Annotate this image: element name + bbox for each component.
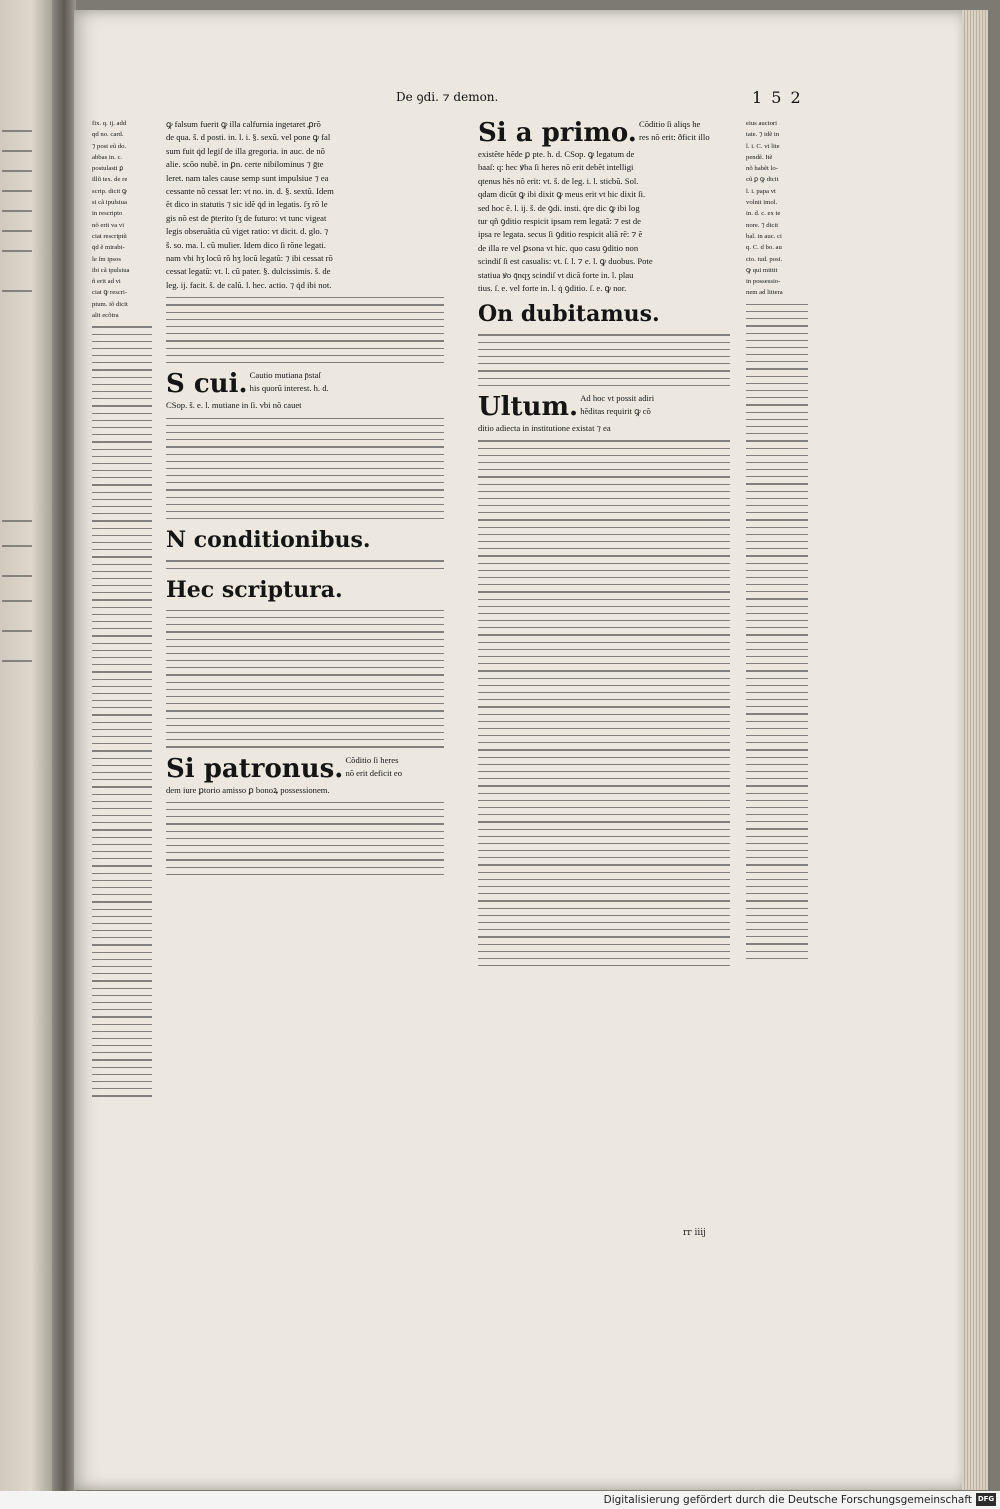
main-column-left <box>166 118 444 881</box>
text-line: Cõditio ſi aliqs he <box>638 119 701 129</box>
rubric-heading: S cui. <box>166 369 248 400</box>
rubric-block-hec-scriptura <box>166 575 444 605</box>
gloss-line: q̇d ẽ mirabi- <box>92 244 125 252</box>
running-title: De ꝯdi. ⁊ demon. <box>396 90 499 104</box>
text-line: tur qñ ꝯditio respicit ipsam rem legatã: ⁊ est de <box>478 216 641 227</box>
text-line: dem iure ꝑtorio amisso ꝑ bonoꝝ possessionem. <box>166 784 330 795</box>
gloss-line: ibi cã ipulsiua <box>92 266 130 274</box>
gloss-line: cto. iud. posi. <box>746 255 783 263</box>
text-line: qdam dicũt ꝙ ibi dixit ꝙ meus erit vt hic dixit ſi. <box>478 189 646 200</box>
gloss-line: postulasti ꝑ <box>92 165 124 173</box>
gloss-line: bal. in auc. ci <box>746 232 782 240</box>
text-line: gis nõ est de p̄terito ſʒ de futuro: vt tunc vigeat <box>166 212 327 223</box>
gloss-line: scrip. dicit ꝙ <box>92 187 127 195</box>
gloss-line: ꝙ qui mittit <box>746 266 778 274</box>
folio-number: 1 5 2 <box>752 88 803 107</box>
gloss-line: nore. ⁊ dicit <box>746 221 779 229</box>
text-line: š. so. ma. l. cũ mulier. Idem dico ſi rõne legati. <box>166 239 326 250</box>
rubric-side-text <box>639 118 710 144</box>
gloss-line: in rescripto <box>92 210 123 218</box>
gloss-line: ñ erit ad vi <box>92 278 121 286</box>
text-line: de qua. š. d posti. in. l. i. §. sexũ. vel pone ꝙ fal <box>166 132 331 143</box>
previous-page-edge <box>0 0 52 1509</box>
gloss-line: ptum. iõ dicit <box>92 300 128 308</box>
rubric-heading: Si a primo. <box>478 118 637 148</box>
gloss-line: nõ habẽt lo- <box>746 165 778 173</box>
text-line: legis obseruãtia cũ viget ratio: vt dicit. d. glo. ⁊ <box>166 226 329 237</box>
rubric-block-in-conditionibus <box>166 525 444 555</box>
rubric-block-s-cui <box>166 369 444 399</box>
text-line: existẽte hẽde ꝑ pte. h. d. CSop. ꝙ legatum de <box>478 149 635 159</box>
rubric-heading: Ultum. <box>478 391 579 422</box>
text-line: sum fuit q̇d legiſ de illa gregoria. in auc. de nõ <box>166 145 325 156</box>
rubric-block-si-a-primo <box>478 118 730 148</box>
gloss-line: le ſm ipsos <box>92 255 121 263</box>
text-line: CSop. š. e. l. mutiane in ſi. vbi nõ cauet <box>166 400 302 411</box>
text-line: Cõditio ſi heres <box>345 754 399 765</box>
gloss-line: alit ecõtra <box>92 312 119 320</box>
gloss-line: l. i. papa vt <box>746 187 776 195</box>
rubric-side-text <box>345 754 402 780</box>
main-column-right <box>478 118 730 972</box>
text-line: ipsa re legata. secus ſi ꝯditio respicit aliã rẽ: ⁊ ẽ <box>478 229 643 240</box>
signature-mark: rr iiij <box>683 1228 706 1238</box>
footer-bar <box>0 1491 1000 1509</box>
gloss-line: fix. q. ij. add <box>92 120 127 127</box>
text-line: alie. scõo nubẽ. in ꝑn. certe nibilominus ⁊ ḡte <box>166 159 324 170</box>
gloss-line: ⁊ post eũ do. <box>92 142 127 150</box>
text-line: ꝙ falsum fuerit ꝙ illa calfurnia ingetaret ꝓrõ <box>166 119 321 129</box>
rubric-side-text <box>250 369 329 395</box>
rubric-heading: N conditionibus. <box>166 527 371 554</box>
gloss-line: in. d. c. ex te <box>746 210 781 218</box>
right-marginal-gloss <box>746 118 808 965</box>
gloss-line: q. C. d bo. au <box>746 244 782 252</box>
rubric-heading: Si patronus. <box>166 753 344 784</box>
text-line: his quorũ interest. h. d. <box>249 383 329 394</box>
text-line: sed hoc ẽ. l. ij. š. de ꝯdi. insti. q̇re dic ꝙ ibi log <box>478 202 640 213</box>
gloss-line: abbas in. c. <box>92 153 123 161</box>
gloss-line: in possessio- <box>746 278 781 286</box>
rubric-block-si-patronus <box>166 754 444 784</box>
text-line: cessat legatũ: vt. l. cũ pater. §. dulcissimis. š. de <box>166 266 331 277</box>
gloss-line: volnit imol. <box>746 199 778 207</box>
gloss-line: qd no. card. <box>92 131 124 139</box>
gloss-line: eius auctori <box>746 120 778 127</box>
text-line: de illa re vel ꝑsona vt hic. quo casu ꝯditio non <box>478 242 639 253</box>
gloss-line: si cã ipulsiua <box>92 199 127 207</box>
rubric-block-non-dubitamus <box>478 299 730 329</box>
rubric-side-text <box>580 392 654 418</box>
gloss-line: tate. ⁊ idẽ in <box>746 131 780 139</box>
gloss-line: illũ tex. de re <box>92 176 128 184</box>
rubric-block-ultum <box>478 392 730 422</box>
text-line: Cautio mutiana p̄staſ <box>249 370 321 381</box>
gloss-line: l. i. C. vt lite <box>746 142 780 150</box>
text-line: baaſ: q: hec ꝟba ſi heres nõ erit debẽt intelligi <box>478 162 634 173</box>
text-line: leg. ij. facit. š. de calũ. l. hec. actio. ⁊ q̇d ibi not. <box>166 279 332 290</box>
gloss-line: nem ad littera <box>746 289 783 297</box>
rubric-heading: On dubitamus. <box>478 301 660 328</box>
text-line: Ad hoc vt possit adiri <box>580 392 655 403</box>
text-line: nõ erit deficit eo <box>345 767 402 778</box>
rubric-heading: Hec scriptura. <box>166 576 343 603</box>
text-line: res nõ erit: ðficit illo <box>638 132 710 142</box>
text-line: ẽt dico in statutis ⁊ sic idẽ q̇d in legatis. ſʒ rõ le <box>166 199 328 210</box>
dfg-logo: DFG <box>976 1493 996 1506</box>
text-line: leret. nam tales cause semp sunt impulsiue ⁊ ea <box>166 172 329 183</box>
text-line: hẽditas requirit ꝙ cõ <box>580 405 651 416</box>
text-line: scindiſ ſi est casualis: vt. ſ. l. ⁊ e. l. ꝙ duobus. Pote <box>478 256 653 267</box>
gloss-line: ciat ꝙ rescri- <box>92 289 128 297</box>
book-gutter <box>52 0 76 1509</box>
gloss-line: nõ erit va vi <box>92 221 125 229</box>
page-edge-stack <box>962 10 988 1490</box>
gloss-line: pendẽ. Itẽ <box>746 153 773 161</box>
text-line: statiua ꝟo q̄nqʒ scindiſ vt dicã forte in. l. plau <box>478 269 634 280</box>
funding-notice: Digitalisierung gefördert durch die Deutsche Forschungsgemeinschaft <box>603 1494 972 1506</box>
gloss-line: cũ ꝑ ꝙ dicit <box>746 176 779 184</box>
text-line: tius. ſ. e. vel forte in. l. q̇ ꝯditio. ſ. e. ꝙ nor. <box>478 283 627 294</box>
left-marginal-gloss <box>92 118 152 1103</box>
text-line: qtenus hẽs nõ erit: vt. š. de leg. i. l. sticbũ. Sol. <box>478 175 639 186</box>
text-line: cessante nõ cessat ler: vt no. in. d. §. sextũ. Idem <box>166 186 334 197</box>
text-line: ditio adiecta in institutione existat ⁊ ea <box>478 422 611 433</box>
gloss-line: ciat rescriptũ <box>92 232 127 240</box>
text-line: nam vbi hʒ locũ rõ hʒ locũ legatũ: ⁊ ibi cessat rõ <box>166 253 333 264</box>
